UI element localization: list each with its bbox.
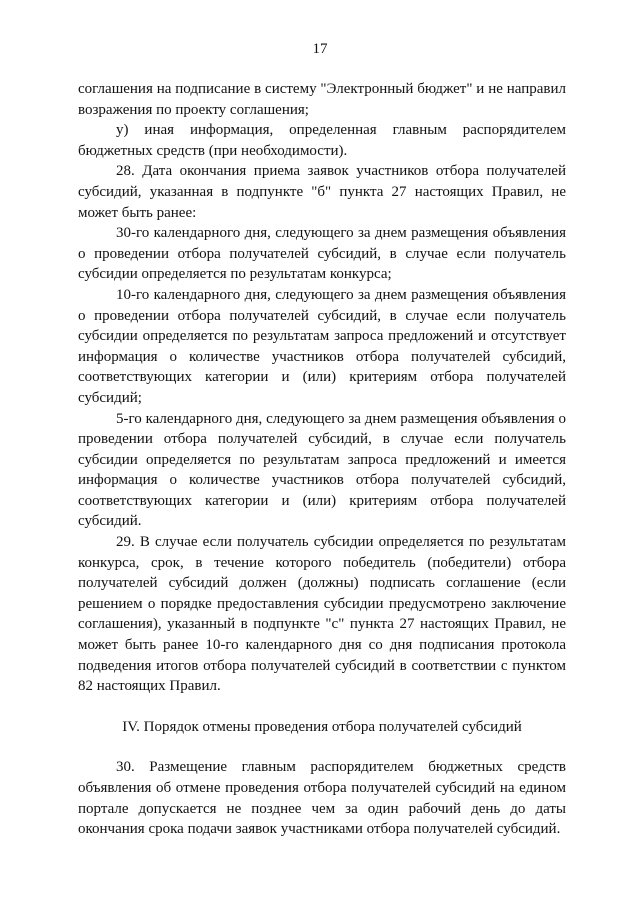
page-number: 17 (312, 41, 328, 57)
document-body (78, 79, 566, 840)
paragraph-29: 29. В случае если получатель субсидии определяется по результатам конкурса, срок, в течение которого победитель (победители) отбора получателей субсидий должен (должны) подписать соглашение (если решением о порядке предоставления субсидии предусмотрено заключение соглашения), указанный в подпункте "с" пункта 27 настоящих Правил, не может быть ранее 10-го календарного дня со дня подписания протокола подведения итогов отбора получателей субсидий в соответствии с пунктом 82 настоящих Правил. (78, 534, 566, 695)
paragraph-28-deadline-10-day: 10-го календарного дня, следующего за днем размещения объявления о проведении отбора получателей субсидий, в случае если получатель субсидии определяется по результатам запроса предложений и отсутствует информация о количестве участников отбора получателей субсидий, соответствующих категории и (или) критериям отбора получателей субсидий; (78, 286, 566, 406)
paragraph-30: 30. Размещение главным распорядителем бюджетных средств объявления об отмене проведения отбора получателей субсидий на едином портале допускается не позднее чем за один рабочий день до даты окончания срока подачи заявок участниками отбора получателей субсидий. (78, 759, 566, 838)
paragraph-continuation: соглашения на подписание в систему "Электронный бюджет" и не направил возражения по проекту соглашения; (78, 81, 566, 118)
section-heading: IV. Порядок отмены проведения отбора получателей субсидий (122, 718, 522, 735)
paragraph-28-deadline-30-day: 30-го календарного дня, следующего за днем размещения объявления о проведении отбора получателей субсидий, в случае если получатель субсидии определяется по результатам конкурса; (78, 225, 566, 283)
paragraph-28-deadline-5-day: 5-го календарного дня, следующего за днем размещения объявления о проведении отбора получателей субсидий, в случае если получатель субсидии определяется по результатам запроса предложений и имеется информация о количестве участников отбора получателей субсидий, соответствующих категории и (или) критериям отбора получателей субсидий. (78, 410, 566, 530)
paragraph-28: 28. Дата окончания приема заявок участников отбора получателей субсидий, указанная в подпункте "б" пункта 27 настоящих Правил, не может быть ранее: (78, 163, 566, 221)
paragraph-item-u: у) иная информация, определенная главным распорядителем бюджетных средств (при необходимости). (78, 122, 566, 159)
